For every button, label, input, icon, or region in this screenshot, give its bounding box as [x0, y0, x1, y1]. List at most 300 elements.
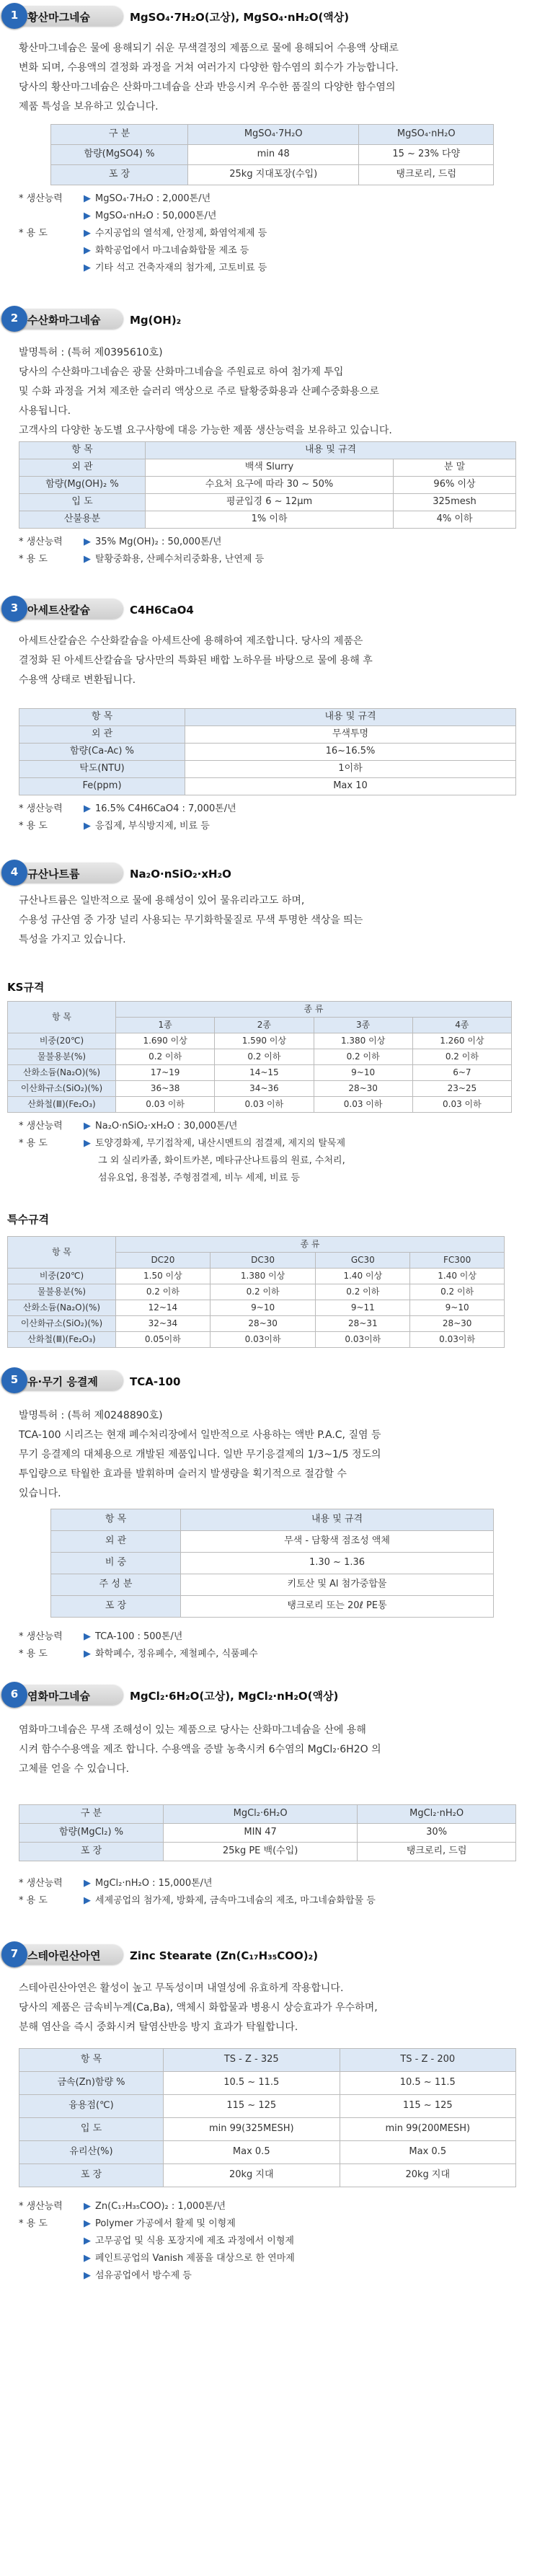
desc-line: 고객사의 다양한 농도별 요구사항에 대응 가능한 제품 생산능력을 보유하고 있습니다. [19, 425, 392, 436]
desc-line: 발명특허 : (특허 제0395610호) [19, 347, 163, 358]
th: TS - Z - 200 [340, 2049, 516, 2072]
section-description [19, 891, 523, 950]
arrow-icon: ▶ [84, 263, 91, 273]
cell: Max 0.5 [340, 2141, 516, 2164]
cell: 1.690 이상 [116, 1033, 215, 1049]
cell: 20kg 지대 [340, 2164, 516, 2187]
note-key: * 용 도 [19, 1649, 48, 1659]
special-spec-label: 특수규격 [7, 1213, 49, 1226]
row-label: 포 장 [51, 1596, 181, 1618]
note-key [19, 208, 84, 225]
notes-list [19, 800, 538, 835]
desc-line: 당사의 제품은 금속비누계(Ca,Ba), 액체시 화합물과 병용시 상승효과가 우수하며, [19, 2002, 378, 2013]
cell: 15 ~ 23% 다양 [359, 145, 494, 165]
row-label: 외 관 [19, 459, 146, 477]
cell: 0.03이하 [410, 1332, 505, 1348]
cell: 23~25 [412, 1081, 511, 1097]
arrow-icon: ▶ [84, 245, 91, 256]
th: FC300 [410, 1253, 505, 1269]
note-row [19, 190, 538, 208]
note-row [19, 1628, 538, 1646]
section-header [0, 1682, 545, 1708]
cell: 17~19 [116, 1065, 215, 1081]
note-key [19, 2267, 84, 2285]
note-key [19, 242, 84, 260]
row-label: 비 중 [51, 1553, 181, 1574]
section-number-badge: 1 [1, 3, 27, 29]
note-value: 수지공업의 열석제, 안정제, 화염억제제 등 [95, 228, 267, 239]
cell: 36~38 [116, 1081, 215, 1097]
arrow-icon: ▶ [84, 537, 91, 547]
spec-table [19, 2048, 516, 2187]
cell: 0.2 이하 [215, 1049, 314, 1065]
desc-line: 스테아린산아연은 활성이 높고 무독성이며 내열성에 유효하게 작용합니다. [19, 1982, 344, 1994]
arrow-icon: ▶ [84, 193, 91, 204]
note-row [19, 1135, 538, 1152]
note-row [19, 1646, 538, 1663]
note-key [19, 2233, 84, 2250]
note-value: 그 외 실리카졸, 화이트카본, 메타규산나트륨의 원료, 수처리, [98, 1155, 345, 1166]
note-row [19, 2267, 538, 2285]
arrow-icon: ▶ [84, 554, 91, 565]
note-value: 섬유요업, 용접봉, 주형점결제, 비누 세제, 비료 등 [98, 1173, 300, 1183]
note-value: 35% Mg(OH)₂ : 50,000톤/년 [95, 537, 222, 547]
cell: 0.2 이하 [314, 1049, 412, 1065]
note-value: Zn(C₁₇H₃₅COO)₂ : 1,000톤/년 [95, 2201, 226, 2212]
ks-spec-table [7, 1001, 512, 1113]
section-header [0, 596, 545, 622]
note-key: * 생산능력 [19, 803, 63, 814]
row-label: 포 장 [19, 2164, 164, 2187]
desc-line: 제품 특성을 보유하고 있습니다. [19, 101, 159, 113]
cell: 30% [358, 1824, 516, 1843]
cell: 4% 이하 [394, 511, 516, 529]
cell: 탱크로리 또는 20ℓ PE통 [181, 1596, 494, 1618]
note-row [19, 2215, 538, 2233]
cell: 34~36 [215, 1081, 314, 1097]
arrow-icon: ▶ [84, 2253, 91, 2264]
row-label: 산불용분 [19, 511, 146, 529]
row-label: 비중(20℃) [8, 1269, 116, 1284]
row-label: 포 장 [51, 165, 188, 185]
row-label: 산화철(Ⅲ)(Fe₂O₃) [8, 1332, 116, 1348]
cell: 키토산 및 Al 첨가중합물 [181, 1574, 494, 1596]
section-formula: Zinc Stearate (Zn(C₁₇H₃₅COO)₂) [130, 1949, 319, 1962]
note-key: * 생산능력 [19, 1121, 63, 1132]
row-label: 포 장 [19, 1843, 164, 1861]
spec-table [19, 441, 516, 529]
row-label: 입 도 [19, 2118, 164, 2141]
section-calcium-acetate [0, 596, 545, 832]
section-title: 수산화마그네슘 [27, 314, 101, 327]
row-label: 유리산(%) [19, 2141, 164, 2164]
desc-line: 아세트산칼슘은 수산화칼슘을 아세트산에 용해하여 제조합니다. 당사의 제품은 [19, 635, 363, 647]
note-value: 섬유공업에서 방수제 등 [95, 2270, 192, 2281]
arrow-icon: ▶ [84, 2236, 91, 2246]
arrow-icon: ▶ [84, 1138, 91, 1149]
cell: 28~31 [316, 1316, 410, 1332]
row-label: 산화소듐(Na₂O)(%) [8, 1300, 116, 1316]
th: 내용 및 규격 [185, 709, 516, 726]
arrow-icon: ▶ [84, 211, 91, 221]
th: MgSO₄·7H₂O [188, 125, 359, 145]
cell: 9~10 [410, 1300, 505, 1316]
section-coagulant [0, 1367, 545, 1659]
note-value: 세제공업의 첨가제, 방화제, 금속마그네슘의 제조, 마그네슘화합물 등 [95, 1895, 376, 1906]
cell: 0.05이하 [116, 1332, 211, 1348]
cell: 수요처 요구에 따라 30 ~ 50% [146, 477, 394, 494]
row-label: 외 관 [51, 1531, 181, 1553]
cell: min 99(325MESH) [164, 2118, 340, 2141]
arrow-icon: ▶ [84, 821, 91, 832]
row-label: 입 도 [19, 494, 146, 511]
note-row [19, 2250, 538, 2267]
desc-line: 특성을 가지고 있습니다. [19, 934, 126, 945]
row-label: 함량(MgSO4) % [51, 145, 188, 165]
note-row [19, 260, 538, 277]
desc-line: 당사의 수산화마그네슘은 광물 산화마그네슘을 주원료로 하여 첨가제 투입 [19, 366, 344, 378]
note-value: Polymer 가공에서 활제 및 이형제 [95, 2218, 236, 2229]
row-label: 물불용분(%) [8, 1049, 116, 1065]
th: 내용 및 규격 [146, 442, 516, 459]
section-magnesium-sulfate [0, 3, 545, 273]
cell: 평균입경 6 ~ 12μm [146, 494, 394, 511]
th: 구 분 [19, 1805, 164, 1824]
th: 항 목 [8, 1002, 116, 1033]
row-label: 함량(Mg(OH)₂ % [19, 477, 146, 494]
row-label: 융용점(℃) [19, 2095, 164, 2118]
cell: 1.30 ~ 1.36 [181, 1553, 494, 1574]
note-value: 응집제, 부식방지제, 비료 등 [95, 821, 210, 832]
desc-line: 무기 응결제의 대체용으로 개발된 제품입니다. 일반 무기응결제의 1/3~1/5 정도의 [19, 1449, 381, 1460]
desc-line: 수용성 규산염 중 가장 널리 사용되는 무기화학물질로 무색 투명한 색상을 띄는 [19, 914, 363, 926]
note-key: * 용 도 [19, 2218, 48, 2229]
desc-line: 투입량으로 탁월한 효과를 발휘하며 슬러지 발생량을 획기적으로 절감할 수 [19, 1468, 347, 1480]
note-row [19, 2233, 538, 2250]
spec-table [19, 708, 516, 795]
note-row [19, 2198, 538, 2215]
arrow-icon: ▶ [84, 2218, 91, 2229]
cell: 0.03 이하 [116, 1097, 215, 1113]
cell: 10.5 ~ 11.5 [340, 2072, 516, 2095]
cell: 10.5 ~ 11.5 [164, 2072, 340, 2095]
arrow-icon: ▶ [84, 1631, 91, 1642]
row-label: 금속(Zn)함량 % [19, 2072, 164, 2095]
note-value: 고무공업 및 식용 포장지에 제조 과정에서 이형제 [95, 2236, 294, 2246]
cell: 25kg PE 백(수입) [164, 1843, 358, 1861]
notes-list [19, 534, 538, 568]
row-label: 산화소듐(Na₂O)(%) [8, 1065, 116, 1081]
cell: 28~30 [314, 1081, 412, 1097]
desc-line: 사용됩니다. [19, 405, 71, 417]
section-title: 염화마그네슘 [27, 1690, 90, 1703]
section-description [19, 1979, 523, 2037]
note-value: 페인트공업의 Vanish 제품을 대상으로 한 연마제 [95, 2253, 295, 2264]
arrow-icon: ▶ [84, 2201, 91, 2212]
cell: 탱크로리, 드럼 [358, 1843, 516, 1861]
cell: 0.03 이하 [215, 1097, 314, 1113]
note-key: * 생산능력 [19, 2201, 63, 2212]
cell: 6~7 [412, 1065, 511, 1081]
arrow-icon: ▶ [84, 1878, 91, 1889]
row-label: 함량(MgCl₂) % [19, 1824, 164, 1843]
desc-line: 발명특허 : (특허 제0248890호) [19, 1410, 163, 1421]
row-label: 함량(Ca-Ac) % [19, 744, 185, 761]
th: 종 류 [116, 1002, 512, 1018]
section-number-badge: 7 [1, 1941, 27, 1967]
section-header [0, 1367, 545, 1393]
cell: min 99(200MESH) [340, 2118, 516, 2141]
section-title: 아세트산칼슘 [27, 604, 90, 617]
note-key [19, 1170, 84, 1187]
arrow-icon: ▶ [84, 1895, 91, 1906]
arrow-icon: ▶ [84, 1121, 91, 1132]
cell: 1.40 이상 [410, 1269, 505, 1284]
cell: 325mesh [394, 494, 516, 511]
note-value: MgSO₄·nH₂O : 50,000톤/년 [95, 211, 217, 221]
note-key: * 용 도 [19, 554, 48, 565]
section-formula: Mg(OH)₂ [130, 314, 182, 327]
desc-line: 및 수화 과정을 거쳐 제조한 슬러리 액상으로 주로 탈황중화용과 산폐수중화용으로 [19, 386, 379, 397]
th: DC20 [116, 1253, 211, 1269]
cell: 0.2 이하 [410, 1284, 505, 1300]
note-key: * 생산능력 [19, 1878, 63, 1889]
cell: 1.590 이상 [215, 1033, 314, 1049]
note-row [19, 208, 538, 225]
note-value: 탈황중화용, 산폐수처리중화용, 난연제 등 [95, 554, 265, 565]
desc-line: 황산마그네슘은 물에 용해되기 쉬운 무색결정의 제품으로 물에 용해되어 수용액 상태로 [19, 43, 399, 54]
cell: 9~11 [316, 1300, 410, 1316]
section-formula: TCA-100 [130, 1375, 181, 1388]
arrow-icon: ▶ [84, 803, 91, 814]
th: 구 분 [51, 125, 188, 145]
note-row [19, 225, 538, 242]
section-formula: Na₂O·nSiO₂·xH₂O [130, 868, 231, 881]
cell: 1% 이하 [146, 511, 394, 529]
note-row [19, 242, 538, 260]
cell: 14~15 [215, 1065, 314, 1081]
desc-line: 염화마그네슘은 무색 조해성이 있는 제품으로 당사는 산화마그네슘을 산에 용해 [19, 1724, 366, 1736]
section-header [0, 3, 545, 29]
spec-table [50, 124, 494, 185]
cell: 0.03이하 [210, 1332, 316, 1348]
note-key [19, 1152, 84, 1170]
section-number-badge: 4 [1, 860, 27, 886]
cell: 1.260 이상 [412, 1033, 511, 1049]
section-formula: C4H6CaO4 [130, 604, 194, 617]
arrow-icon: ▶ [84, 1649, 91, 1659]
row-label: 산화철(Ⅲ)(Fe₂O₃) [8, 1097, 116, 1113]
section-formula: MgSO₄·7H₂O(고상), MgSO₄·nH₂O(액상) [130, 11, 350, 24]
section-header [0, 1941, 545, 1967]
section-number-badge: 5 [1, 1367, 27, 1393]
notes-list [19, 190, 538, 277]
note-row [19, 1152, 538, 1170]
row-label: 외 관 [19, 726, 185, 744]
note-row [19, 551, 538, 568]
cell: 탱크로리, 드럼 [359, 165, 494, 185]
arrow-icon: ▶ [84, 2270, 91, 2281]
cell: 1.380 이상 [210, 1269, 316, 1284]
note-value: 화학폐수, 정유폐수, 제철폐수, 식품폐수 [95, 1649, 258, 1659]
section-title: 황산마그네슘 [27, 11, 90, 24]
cell: 25kg 지대포장(수입) [188, 165, 359, 185]
cell: 무색투명 [185, 726, 516, 744]
desc-line: 고체를 얻을 수 있습니다. [19, 1763, 130, 1775]
cell: 1이하 [185, 761, 516, 778]
th: MgCl₂·6H₂O [164, 1805, 358, 1824]
cell: 115 ~ 125 [340, 2095, 516, 2118]
note-key: * 용 도 [19, 1895, 48, 1906]
row-label: 물불용분(%) [8, 1284, 116, 1300]
section-magnesium-hydroxide [0, 306, 545, 565]
cell: 1.40 이상 [316, 1269, 410, 1284]
cell: 20kg 지대 [164, 2164, 340, 2187]
note-key [19, 260, 84, 277]
cell: 1.50 이상 [116, 1269, 211, 1284]
notes-list [19, 1118, 538, 1187]
cell: 32~34 [116, 1316, 211, 1332]
note-key: * 용 도 [19, 1138, 48, 1149]
notes-list [19, 2198, 538, 2285]
section-magnesium-chloride [0, 1682, 545, 1906]
section-header [0, 306, 545, 332]
th: DC30 [210, 1253, 316, 1269]
note-row [19, 1875, 538, 1892]
cell: 분 말 [394, 459, 516, 477]
desc-line: 분해 염산을 즉시 중화시켜 탈염산반응 방지 효과가 탁월합니다. [19, 2021, 298, 2033]
note-row [19, 818, 538, 835]
th: MgSO₄·nH₂O [359, 125, 494, 145]
cell: 0.03 이하 [314, 1097, 412, 1113]
section-description [19, 1406, 523, 1504]
cell: 16~16.5% [185, 744, 516, 761]
section-formula: MgCl₂·6H₂O(고상), MgCl₂·nH₂O(액상) [130, 1690, 339, 1703]
note-value: 기타 석고 건축자재의 첨가제, 고토비료 등 [95, 263, 267, 273]
section-number-badge: 6 [1, 1682, 27, 1708]
cell: 1.380 이상 [314, 1033, 412, 1049]
th: 2종 [215, 1018, 314, 1033]
cell: 12~14 [116, 1300, 211, 1316]
cell: 28~30 [210, 1316, 316, 1332]
cell: 9~10 [210, 1300, 316, 1316]
arrow-icon: ▶ [84, 228, 91, 239]
desc-line: TCA-100 시리즈는 현재 폐수처리장에서 일반적으로 사용하는 액반 P.A.C, 질염 등 [19, 1429, 381, 1441]
th: 항 목 [19, 442, 146, 459]
note-key [19, 2250, 84, 2267]
section-number-badge: 2 [1, 306, 27, 332]
note-key: * 용 도 [19, 821, 48, 832]
cell: MIN 47 [164, 1824, 358, 1843]
note-value: MgCl₂·nH₂O : 15,000톤/년 [95, 1878, 213, 1889]
cell: 96% 이상 [394, 477, 516, 494]
section-sodium-silicate [0, 860, 545, 1345]
cell: 0.2 이하 [210, 1284, 316, 1300]
note-key: * 생산능력 [19, 537, 63, 547]
note-value: 화학공업에서 마그네슘화합물 제조 등 [95, 245, 249, 256]
cell: 115 ~ 125 [164, 2095, 340, 2118]
section-title: 유·무기 응결제 [27, 1375, 98, 1388]
desc-line: 결정화 된 아세트산칼슘을 당사만의 특화된 배합 노하우를 바탕으로 물에 용해 후 [19, 655, 373, 666]
th: 항 목 [19, 709, 185, 726]
th: MgCl₂·nH₂O [358, 1805, 516, 1824]
th: 종 류 [116, 1237, 505, 1253]
cell: 0.2 이하 [116, 1049, 215, 1065]
note-key: * 생산능력 [19, 1631, 63, 1642]
note-value: TCA-100 : 500톤/년 [95, 1631, 183, 1642]
th: 항 목 [8, 1237, 116, 1269]
cell: 0.2 이하 [412, 1049, 511, 1065]
cell: Max 10 [185, 778, 516, 795]
section-description [19, 632, 523, 690]
row-label: 비중(20℃) [8, 1033, 116, 1049]
section-description [19, 39, 523, 117]
desc-line: 당사의 황산마그네슘은 산화마그네슘을 산과 반응시켜 우수한 품질의 다양한 함수염의 [19, 81, 396, 93]
cell: 9~10 [314, 1065, 412, 1081]
row-label: 주 성 분 [51, 1574, 181, 1596]
cell: 0.2 이하 [116, 1284, 211, 1300]
row-label: Fe(ppm) [19, 778, 185, 795]
special-spec-table [7, 1236, 505, 1348]
spec-table [19, 1804, 516, 1861]
note-value: 16.5% C4H6CaO4 : 7,000톤/년 [95, 803, 236, 814]
section-description [19, 343, 523, 441]
note-value: 토양경화제, 무기접착제, 내산시멘트의 점결제, 제지의 탈묵제 [95, 1138, 346, 1149]
cell: 0.03 이하 [412, 1097, 511, 1113]
row-label: 탁도(NTU) [19, 761, 185, 778]
section-header [0, 860, 545, 886]
cell: Max 0.5 [164, 2141, 340, 2164]
th: 1종 [116, 1018, 215, 1033]
desc-line: 시켜 함수수용액을 제조 합니다. 수용액을 증발 농축시켜 6수염의 MgCl₂·6H2O 의 [19, 1744, 381, 1755]
spec-table [50, 1509, 494, 1618]
row-label: 이산화규소(SiO₂)(%) [8, 1081, 116, 1097]
note-value: Na₂O·nSiO₂·xH₂O : 30,000톤/년 [95, 1121, 238, 1132]
cell: 백색 Slurry [146, 459, 394, 477]
row-label: 이산화규소(SiO₂)(%) [8, 1316, 116, 1332]
section-number-badge: 3 [1, 596, 27, 622]
cell: 무색 - 담황색 점조성 액체 [181, 1531, 494, 1553]
notes-list [19, 1628, 538, 1663]
section-title: 규산나트륨 [27, 868, 80, 881]
th: 항 목 [51, 1509, 181, 1531]
note-row [19, 1118, 538, 1135]
ks-spec-label: KS규격 [7, 981, 45, 994]
note-key: * 용 도 [19, 228, 48, 239]
section-description [19, 1721, 523, 1779]
note-value: MgSO₄·7H₂O : 2,000톤/년 [95, 193, 211, 204]
desc-line: 규산나트륨은 일반적으로 물에 용해성이 있어 물유리라고도 하며, [19, 895, 305, 907]
desc-line: 변화 되며, 수용액의 결정화 과정을 거쳐 여러가지 다양한 함수염의 회수가 가능합니다. [19, 62, 399, 74]
desc-line: 있습니다. [19, 1488, 61, 1499]
th: GC30 [316, 1253, 410, 1269]
desc-line: 수용액 상태로 변환됩니다. [19, 674, 136, 686]
note-row [19, 800, 538, 818]
th: 내용 및 규격 [181, 1509, 494, 1531]
notes-list [19, 1875, 538, 1910]
cell: 28~30 [410, 1316, 505, 1332]
th: 4종 [412, 1018, 511, 1033]
th: 항 목 [19, 2049, 164, 2072]
cell: 0.2 이하 [316, 1284, 410, 1300]
cell: min 48 [188, 145, 359, 165]
th: 3종 [314, 1018, 412, 1033]
note-row [19, 1892, 538, 1910]
note-row [19, 534, 538, 551]
section-zinc-stearate [0, 1941, 545, 2281]
section-title: 스테아린산아연 [27, 1949, 101, 1962]
note-row [19, 1170, 538, 1187]
